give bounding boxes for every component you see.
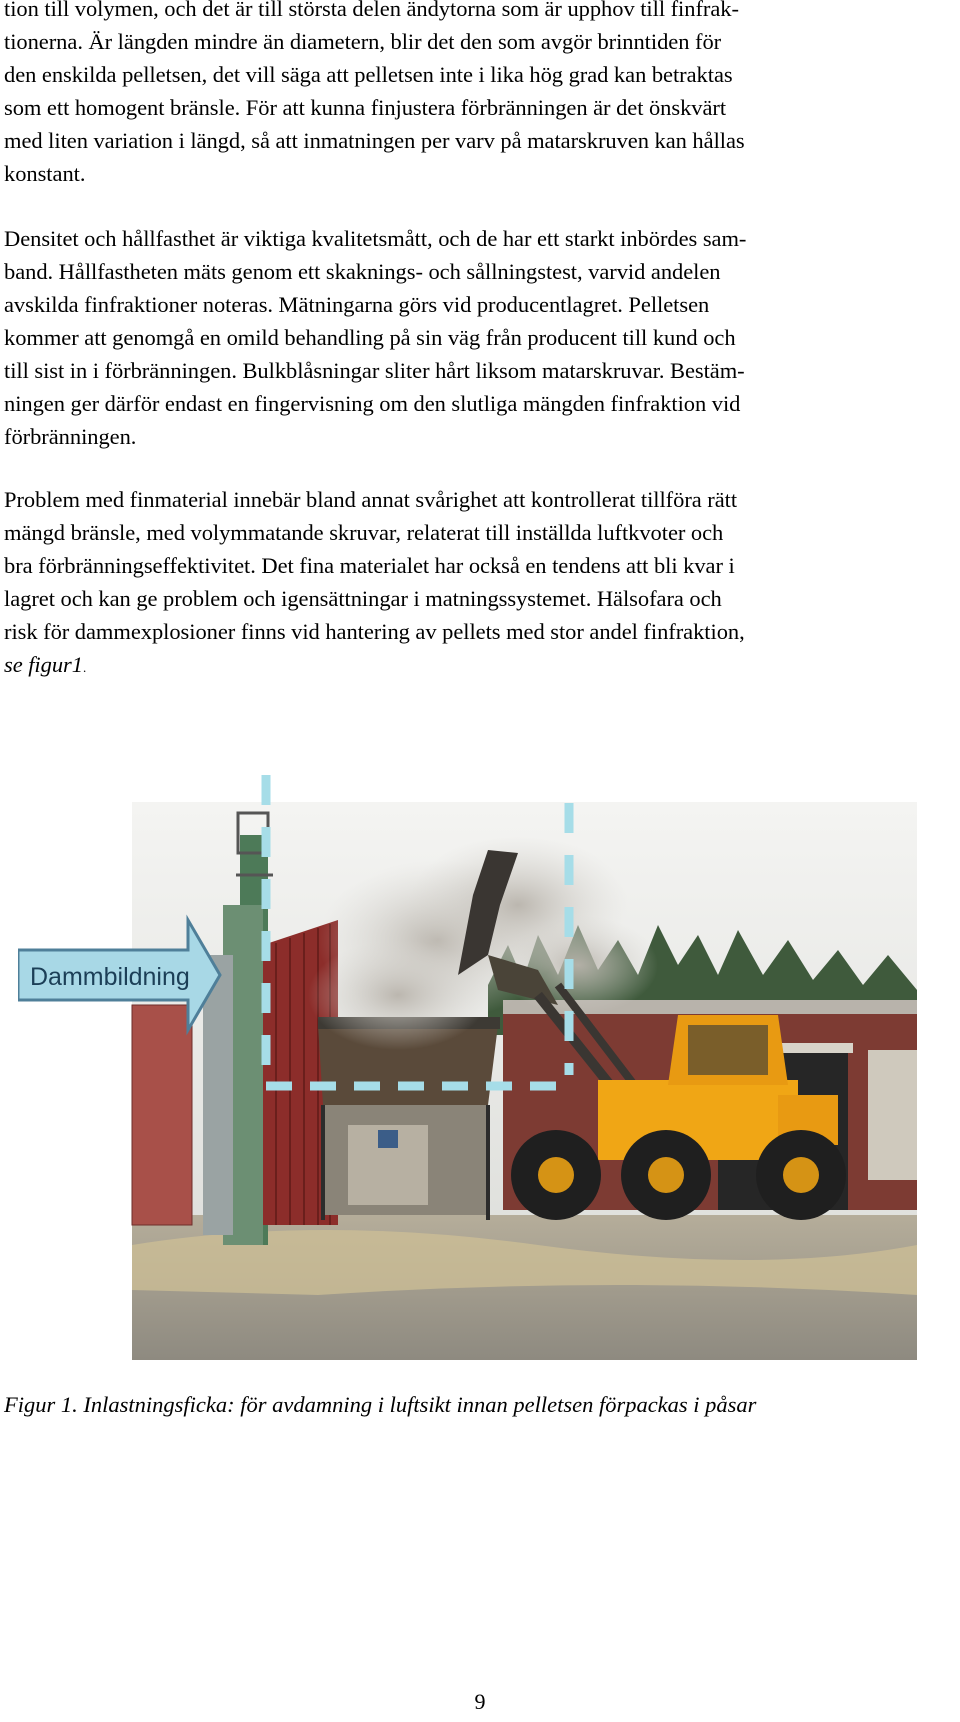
figure-reference-dot: . xyxy=(82,660,87,675)
text-line: ningen ger därför endast en fingervisning om den slutliga mängden finfraktion vid xyxy=(4,391,741,416)
text-line: med liten variation i längd, så att inmatningen per varv på matarskruven kan hållas xyxy=(4,128,745,153)
text-line: kommer att genomgå en omild behandling på sin väg från producent till kund och xyxy=(4,325,736,350)
text-line: tion till volymen, och det är till största delen ändytorna som är upphov till finfrak- xyxy=(4,0,739,21)
paragraph-density-strength xyxy=(4,222,952,453)
text-line: lagret och kan ge problem och igensättningar i matningssystemet. Hälsofara och xyxy=(4,586,722,611)
page-number: 9 xyxy=(474,1689,486,1714)
text-line: Problem med finmaterial innebär bland annat svårighet att kontrollerat tillföra rätt xyxy=(4,487,738,512)
left-shed xyxy=(132,1005,192,1225)
text-line: tionerna. Är längden mindre än diametern, blir det den som avgör brinntiden för xyxy=(4,29,722,54)
arrow-label: Dammbildning xyxy=(30,963,190,991)
text-line: mängd bränsle, med volymmatande skruvar, relaterat till inställda luftkvoter och xyxy=(4,520,724,545)
text-line-figure-ref xyxy=(4,648,952,681)
text-line: som ett homogent bränsle. För att kunna finjustera förbränningen är det önskvärt xyxy=(4,95,727,120)
figure-caption: Figur 1. Inlastningsficka: för avdamning i luftsikt innan pelletsen förpackas i påsar xyxy=(4,1392,757,1417)
text-line: bra förbränningseffektivitet. Det fina materialet har också en tendens att bli kvar i xyxy=(4,553,735,578)
text-line: den enskilda pelletsen, det vill säga att pelletsen inte i lika hög grad kan betraktas xyxy=(4,62,733,87)
text-line: konstant. xyxy=(4,161,86,186)
paragraph-pellet-length xyxy=(4,0,952,190)
paragraph-fine-material-problems xyxy=(4,483,952,681)
figure-1-photo xyxy=(18,775,944,1360)
text-line: risk för dammexplosioner finns vid hantering av pellets med stor andel finfraktion, xyxy=(4,619,745,644)
text-line: till sist in i förbränningen. Bulkblåsningar sliter hårt liksom matarskruvar. Bestäm- xyxy=(4,358,745,383)
text-line: Densitet och hållfasthet är viktiga kvalitetsmått, och de har ett starkt inbördes sam- xyxy=(4,226,747,251)
text-line: avskilda finfraktioner noteras. Mätningarna görs vid producentlagret. Pelletsen xyxy=(4,292,710,317)
text-line: band. Hållfastheten mäts genom ett skaknings- och sållningstest, varvid andelen xyxy=(4,259,721,284)
figure-reference: se figur1 xyxy=(4,652,83,677)
arrow-callout xyxy=(18,920,220,1030)
text-line: förbränningen. xyxy=(4,424,137,449)
